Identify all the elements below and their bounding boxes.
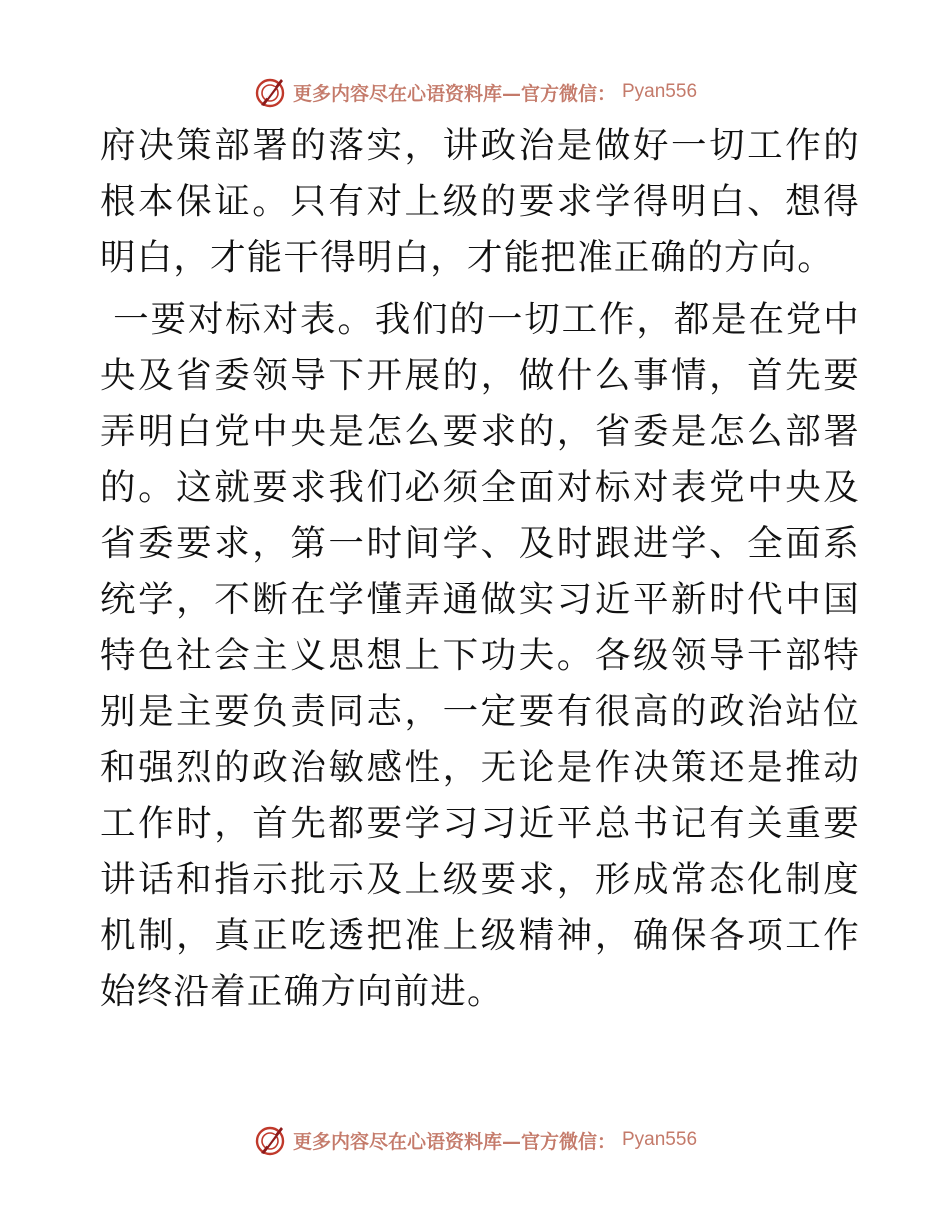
banner-wechat-id: Pyan556	[622, 81, 698, 102]
banner-main-text: 更多内容尽在心语资料库—官方微信：	[292, 82, 616, 105]
footer-banner	[0, 1120, 950, 1160]
paragraph: 一要对标对表。我们的一切工作，都是在党中央及省委领导下开展的，做什么事情，首先要弄明白党中央是怎么要求的，省委是怎么部署的。这就要求我们必须全面对标对表党中央及省委要求，第一时间学、及时跟进学、全面系统学，不断在学懂弄通做实习近平新时代中国特色社会主义思想上下功夫。各级领导干部特别是主要负责同志，一定要有很高的政治站位和强烈的政治敏感性，无论是作决策还是推动工作时，首先都要学习习近平总书记有关重要讲话和指示批示及上级要求，形成常态化制度机制，真正吃透把准上级精神，确保各项工作始终沿着正确方向前进。	[100, 299, 860, 1012]
banner-wechat-id: Pyan556	[622, 1129, 698, 1150]
banner-main-text: 更多内容尽在心语资料库—官方微信：	[292, 1130, 616, 1153]
quill-seal-icon	[253, 75, 287, 109]
header-banner	[0, 72, 950, 112]
document-body	[100, 118, 860, 1020]
paragraph: 府决策部署的落实，讲政治是做好一切工作的根本保证。只有对上级的要求学得明白、想得明白，才能干得明白，才能把准正确的方向。	[100, 125, 860, 278]
quill-seal-icon	[253, 1123, 287, 1157]
